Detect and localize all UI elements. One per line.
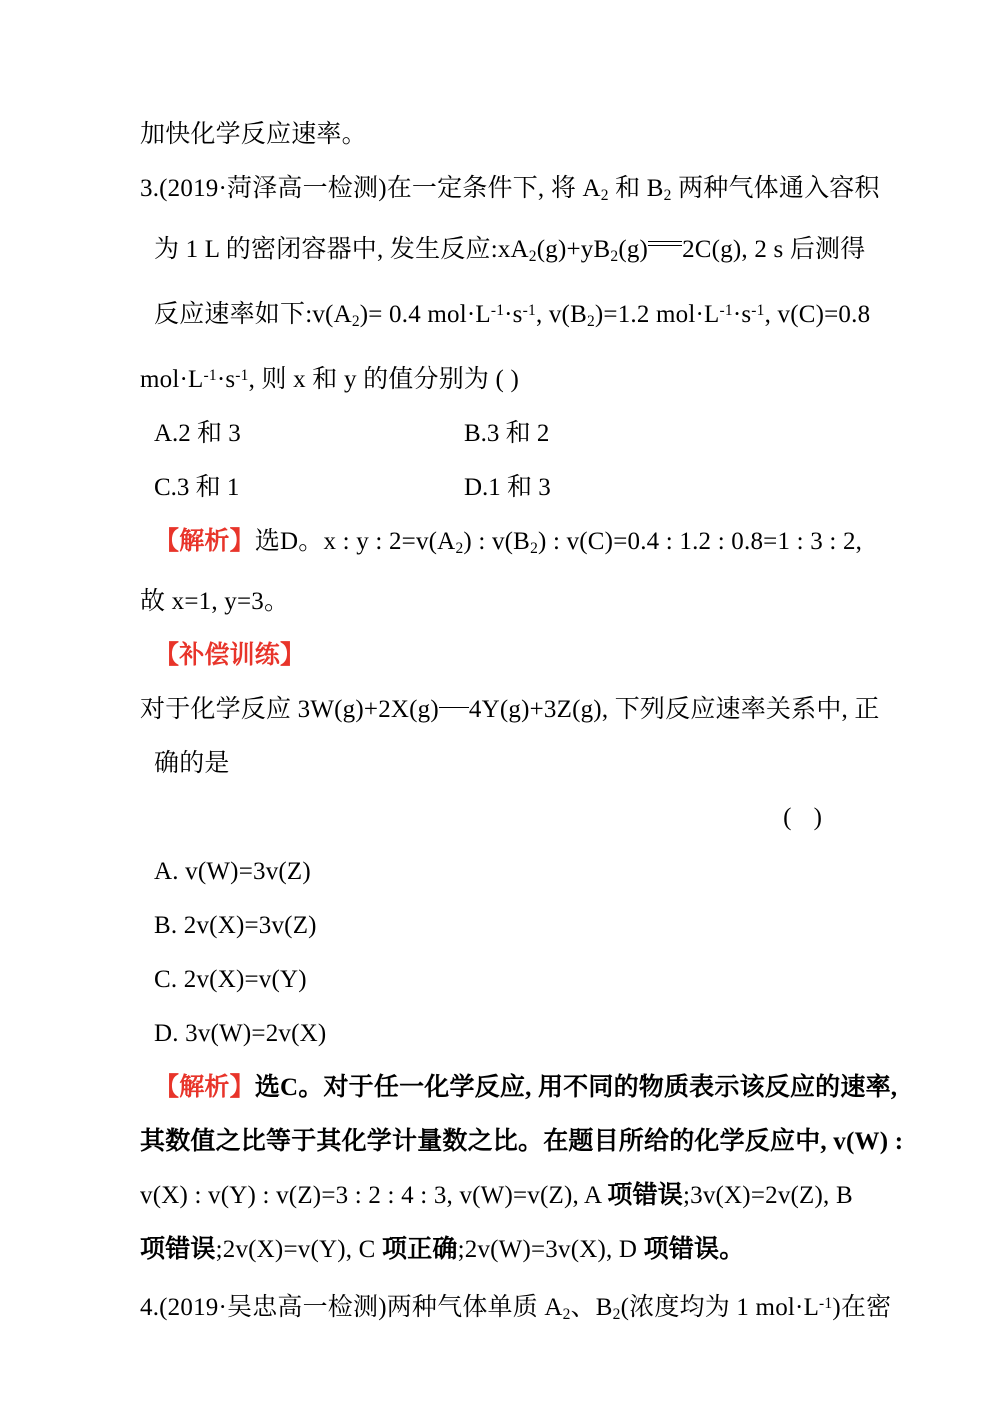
equilibrium-arrow-icon <box>648 239 682 264</box>
analysis-tag-2: 【解析】 <box>154 1074 255 1102</box>
supplementary-option-a[interactable]: A. v(W)=3v(Z) <box>154 858 311 886</box>
supplementary-analysis-line-3: v(X) : v(Y) : v(Z)=3 : 2 : 4 : 3, v(W)=v(Z), A 项错误;3v(X)=2v(Z), B <box>140 1182 853 1210</box>
question-3-options-row-1 <box>154 407 870 461</box>
supplementary-question-line-1: 对于化学反应 3W(g)+2X(g) 4Y(g)+3Z(g), 下列反应速率关系中, 正 <box>140 696 880 724</box>
document-content <box>140 108 904 1342</box>
reaction-arrow-icon <box>439 699 469 724</box>
question-3-options-row-2 <box>154 461 870 515</box>
supplementary-question-line-2: 确的是 <box>154 750 230 778</box>
question-3-line-1: 3.(2019·菏泽高一检测)在一定条件下, 将 $A_2$ 和 $B_2$ 两种气体通入容积 <box>140 175 880 204</box>
question-3-option-c[interactable]: C.3 和 1 <box>154 473 240 501</box>
supplementary-tag: 【补偿训练】 <box>154 642 306 670</box>
analysis-tag: 【解析】 <box>154 527 255 555</box>
supplementary-analysis-line-1: 【解析】选C。对于任一化学反应, 用不同的物质表示该反应的速率, <box>154 1074 898 1102</box>
question-3-line-4: $mol\cdot L^{-1}\cdot s^{-1}$, 则 x 和 y 的值分别为 ( ) <box>140 365 520 393</box>
question-3-option-b[interactable]: B.3 和 2 <box>464 419 550 447</box>
supplementary-option-d[interactable]: D. 3v(W)=2v(X) <box>154 1020 327 1048</box>
question-3-option-a[interactable]: A.2 和 3 <box>154 419 241 447</box>
paragraph-continuation: 加快化学反应速率。 <box>140 121 367 148</box>
question-3-option-d[interactable]: D.1 和 3 <box>464 473 551 501</box>
supplementary-option-c[interactable]: C. 2v(X)=v(Y) <box>154 966 307 994</box>
question-4-line-1: 4.(2019·吴忠高一检测)两种气体单质 $A_2$、$B_2$(浓度均为 1 $mol\cdot L^{-1}$)在密 <box>140 1294 892 1324</box>
question-3-analysis-line-1: 【解析】选D。x : y : $2=v(A_2)$ : $v(B_2)$ : v(C)=0.4 : 1.2 : 0.8=1 : 3 : 2, <box>154 527 863 557</box>
question-3-line-3: 反应速率如下$:v(A_2)= 0.4$ $mol\cdot L^{-1}\cdot s^{-1}$, $v(B_2)=1.2$ $mol\cdot L^{-1}\cdot s^{-1}$, v(C)=0.8 <box>154 300 871 330</box>
supplementary-training-heading <box>154 629 870 683</box>
supplementary-answer-parenthesis: ( ) <box>783 804 830 832</box>
supplementary-analysis-line-4: 项错误;2v(X)=v(Y), C 项正确;2v(W)=3v(X), D 项错误。 <box>140 1236 745 1264</box>
supplementary-analysis-line-2: 其数值之比等于其化学计量数之比。在题目所给的化学反应中, v(W) : <box>140 1128 904 1156</box>
question-3-analysis-line-2: 故 x=1, y=3。 <box>140 588 290 616</box>
question-3-line-2: 为 1 L 的密闭容器中, 发生反应$:xA_2(g)+yB_2(g)$ 2C(g), 2 s 后测得 <box>154 235 866 265</box>
supplementary-option-b[interactable]: B. 2v(X)=3v(Z) <box>154 912 317 940</box>
